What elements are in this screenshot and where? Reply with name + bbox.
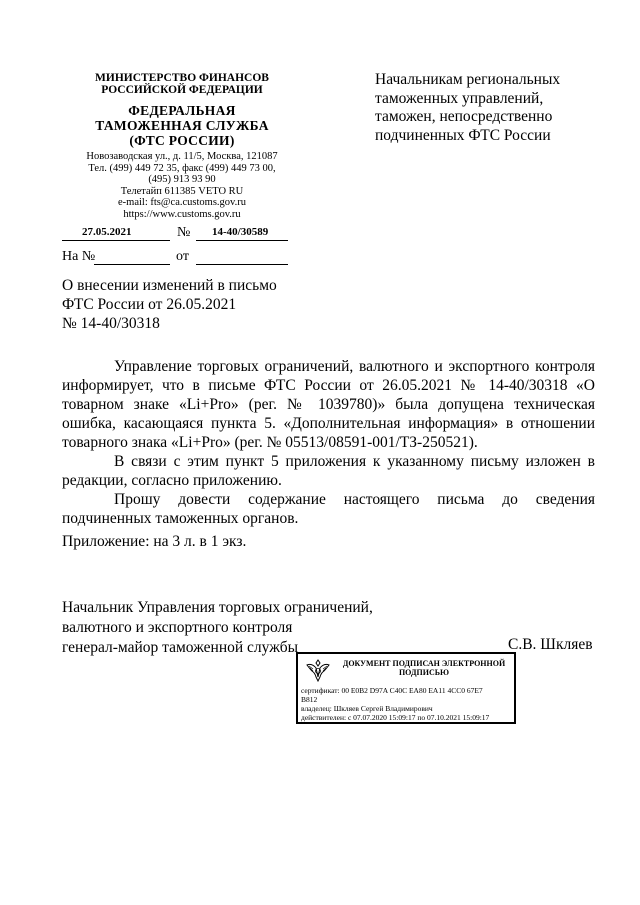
from-label: от [176, 249, 189, 264]
addressee-line-1: Начальникам региональных [375, 71, 561, 88]
service-name [40, 103, 324, 148]
letter-body [62, 357, 595, 528]
certificate-validity: действителен: с 07.07.2020 15:09:17 по 07.10.2021 15:09:17 [301, 713, 490, 722]
reply-label: На № [62, 249, 96, 264]
ministry-line-2: РОССИЙСКОЙ ФЕДЕРАЦИИ [101, 84, 263, 96]
sender-phone-2: (495) 913 93 90 [148, 174, 216, 185]
signer-name: С.В. Шкляев [508, 636, 593, 653]
addressee-block [375, 71, 615, 145]
sender-email: e-mail: fts@ca.customs.gov.ru [118, 197, 246, 208]
service-line-2: ТАМОЖЕННАЯ СЛУЖБА [95, 118, 269, 133]
registration-number: 14-40/30589 [212, 226, 269, 238]
sender-telegraph: Телетайп 611385 VETO RU [120, 185, 244, 197]
certificate-line-2: B812 [301, 695, 318, 704]
registration-date: 27.05.2021 [82, 226, 132, 238]
sender-address: Новозаводская ул., д. 11/5, Москва, 121087 [86, 151, 278, 162]
subject-line-1: О внесении изменений в письмо [62, 277, 277, 294]
addressee-line-3: таможен, непосредственно [375, 108, 553, 125]
signature-line-1: Начальник Управления торговых ограничений, [62, 599, 373, 616]
body-paragraph-2: В связи с этим пункт 5 приложения к указанному письму изложен в редакции, согласно приложению. [62, 453, 595, 489]
sender-phone-1: Тел. (499) 449 72 35, факс (499) 449 73 00, [88, 162, 276, 174]
e-signature-stamp [296, 652, 516, 724]
body-paragraph-1: Управление торговых ограничений, валютного и экспортного контроля информирует, что в письме ФТС России от 26.05.2021 № 14-40/30318 «О товарном знаке «Li+Pro» (рег. № 1039780)» была допущена техническая ошибка, касающаяся пункта 5. «Дополнительная информация» в отношении товарного знака «Li+Pro» (рег. № 05513/08591-001/ТЗ-250521). [62, 358, 595, 451]
e-signature-title-1: ДОКУМЕНТ ПОДПИСАН ЭЛЕКТРОННОЙ [342, 659, 506, 668]
ministry-name [40, 72, 324, 96]
body-paragraph-3: Прошу довести содержание настоящего письма до сведения подчиненных таможенных органов. [62, 491, 595, 527]
eagle-emblem-icon [304, 657, 332, 683]
service-line-3: (ФТС РОССИИ) [129, 133, 235, 148]
e-signature-title-2: ПОДПИСЬЮ [398, 668, 450, 677]
certificate-line-1: сертификат: 00 E0B2 D97A C40C EA80 EA11 4CC0 67E7 [301, 686, 483, 695]
from-underline [196, 264, 288, 265]
certificate-owner: владелец: Шкляев Сергей Владимирович [301, 704, 433, 713]
e-signature-title [338, 659, 510, 677]
addressee-line-2: таможенных управлений, [375, 89, 544, 107]
signature-block [62, 598, 422, 658]
subject-block [62, 276, 342, 333]
date-underline [62, 240, 170, 241]
sender-contacts [40, 151, 324, 220]
e-signature-details [301, 686, 511, 722]
addressee-line-4: подчиненных ФТС России [375, 126, 551, 144]
subject-line-3: № 14-40/30318 [62, 315, 160, 332]
signature-line-2: валютного и экспортного контроля [62, 619, 293, 636]
ministry-line-1: МИНИСТЕРСТВО ФИНАНСОВ [95, 72, 269, 84]
reply-underline [94, 264, 170, 265]
sender-website: https://www.customs.gov.ru [123, 208, 241, 220]
number-sign: № [177, 225, 191, 240]
attachment-note: Приложение: на 3 л. в 1 экз. [62, 533, 247, 550]
number-underline [196, 240, 288, 241]
subject-line-2: ФТС России от 26.05.2021 [62, 296, 237, 313]
service-line-1: ФЕДЕРАЛЬНАЯ [128, 103, 236, 118]
signature-line-3: генерал-майор таможенной службы [62, 639, 298, 656]
